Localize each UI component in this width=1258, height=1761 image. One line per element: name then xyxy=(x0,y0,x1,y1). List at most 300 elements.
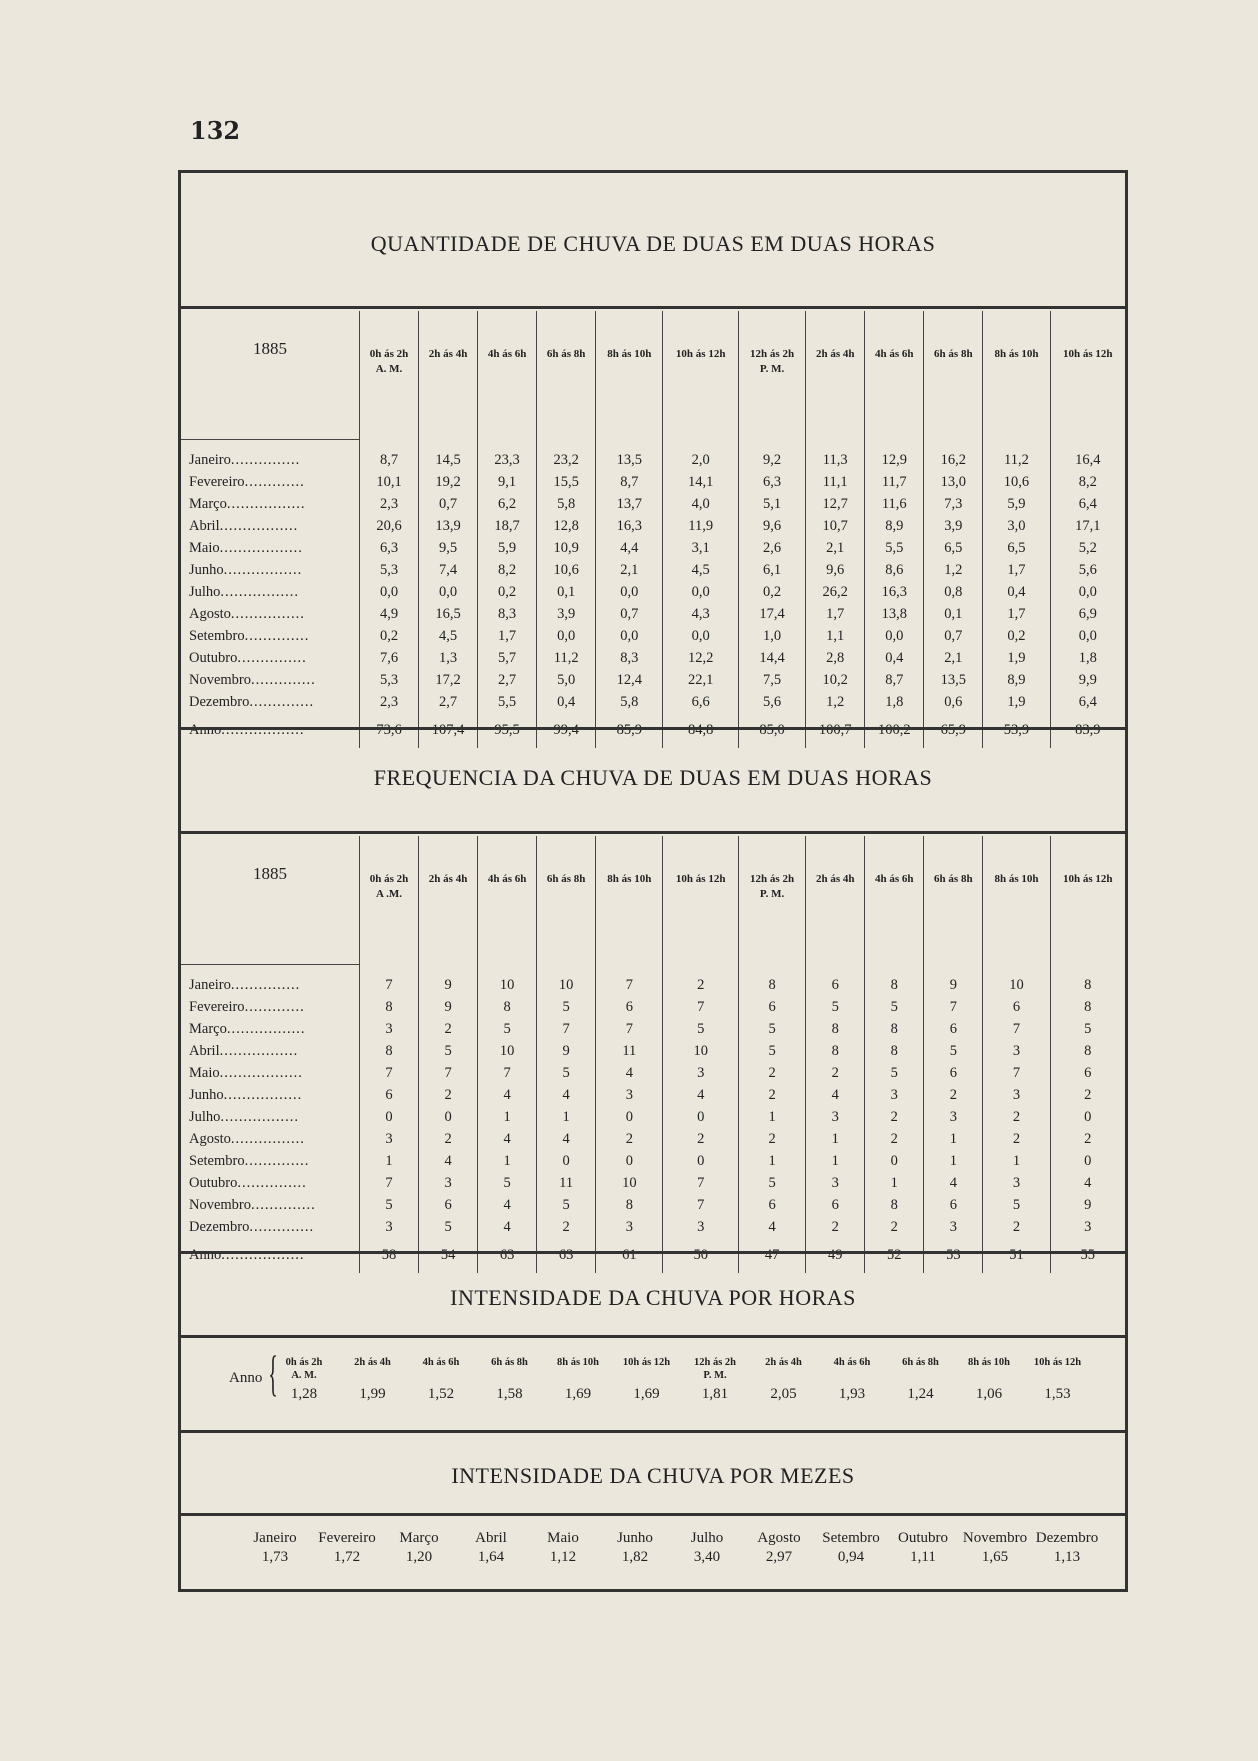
row-label-text: Abril xyxy=(189,1043,220,1059)
month-intensity-item xyxy=(883,1529,963,1567)
leader-dots: ................. xyxy=(226,1021,306,1037)
cell-value: 7,5 xyxy=(738,670,805,692)
month-intensity-item xyxy=(1027,1529,1107,1567)
cell-value: 6,4 xyxy=(1078,496,1097,512)
cell-value: 1,7 xyxy=(983,560,1050,582)
cell-value: 73,6 xyxy=(360,714,419,748)
month-intensity-item xyxy=(955,1529,1035,1567)
cell-value: 2 xyxy=(983,1129,1050,1151)
column-header xyxy=(596,311,663,439)
cell-value: 0,1 xyxy=(924,604,983,626)
cell-value: 0 xyxy=(596,1151,663,1173)
leader-dots: ................. xyxy=(220,584,300,600)
cell-value: 6,3 xyxy=(360,538,419,560)
hour-range: 2h ás 4h xyxy=(765,1357,802,1368)
hour-range: 10h ás 12h xyxy=(622,1357,671,1368)
cell-value: 4 xyxy=(478,1217,537,1239)
cell-value: 6 xyxy=(1084,1065,1092,1081)
table-row xyxy=(181,1151,1125,1173)
hour-intensity-item xyxy=(749,1356,819,1403)
cell-value: 2,6 xyxy=(738,538,805,560)
cell-value: 8 xyxy=(806,1019,865,1041)
cell-value: 53 xyxy=(924,1239,983,1273)
hour-intensity-item xyxy=(680,1356,750,1403)
table-row xyxy=(181,604,1125,626)
cell-value: 2,1 xyxy=(806,538,865,560)
cell-value: 6 xyxy=(806,1195,865,1217)
intensity-months-row xyxy=(181,1529,1125,1579)
cell-value: 3 xyxy=(924,1107,983,1129)
row-label xyxy=(181,1129,360,1151)
cell-value: 3,9 xyxy=(924,516,983,538)
cell-value: 0 xyxy=(360,1107,419,1129)
column-header xyxy=(924,836,983,964)
cell-value: 49 xyxy=(806,1239,865,1273)
cell-value: 17,4 xyxy=(738,604,805,626)
cell-value: 3 xyxy=(663,1063,738,1085)
row-label xyxy=(181,582,360,604)
cell-value: 9,1 xyxy=(478,472,537,494)
cell-value: 8 xyxy=(1084,1043,1092,1059)
hour-period: P. M. xyxy=(703,1370,727,1381)
column-header-period: P. M. xyxy=(759,888,785,900)
cell-value: 11 xyxy=(537,1173,596,1195)
cell-value: 8,2 xyxy=(1078,474,1097,490)
cell-value: 8 xyxy=(360,1041,419,1063)
row-label-text: Fevereiro xyxy=(189,474,245,490)
hour-intensity-item xyxy=(269,1356,339,1403)
month-intensity-item xyxy=(667,1529,747,1567)
cell-value: 8 xyxy=(738,964,805,997)
table-row xyxy=(181,626,1125,648)
leader-dots: .............. xyxy=(249,694,315,710)
column-header-hours: 4h ás 6h xyxy=(875,873,914,885)
cell-value: 11,2 xyxy=(537,648,596,670)
cell-value: 10 xyxy=(663,1041,738,1063)
cell-value: 9 xyxy=(419,997,478,1019)
cell-value: 3 xyxy=(419,1173,478,1195)
hour-range: 8h ás 10h xyxy=(556,1357,599,1368)
cell-value: 9 xyxy=(419,964,478,997)
month-name: Novembro xyxy=(962,1530,1028,1546)
table-row xyxy=(181,494,1125,516)
cell-value: 4,3 xyxy=(663,604,738,626)
leader-dots: .................. xyxy=(219,540,303,556)
hour-intensity-value: 1,06 xyxy=(975,1386,1003,1402)
cell-value: 3 xyxy=(806,1173,865,1195)
month-name: Dezembro xyxy=(1035,1530,1099,1546)
column-header-hours: 4h ás 6h xyxy=(487,873,527,885)
row-label-text: Agosto xyxy=(189,1131,231,1147)
table-row xyxy=(181,692,1125,714)
row-label-text: Anno xyxy=(189,722,222,738)
cell-value: 4 xyxy=(806,1085,865,1107)
column-header-hours: 2h ás 4h xyxy=(815,873,855,885)
row-label-text: Julho xyxy=(189,584,221,600)
row-label-text: Dezembro xyxy=(189,694,250,710)
cell-value: 50 xyxy=(663,1239,738,1273)
row-label xyxy=(181,1217,360,1239)
cell-value: 4 xyxy=(1084,1175,1092,1191)
cell-value: 1 xyxy=(924,1151,983,1173)
table-row xyxy=(181,439,1125,472)
intensity-months-title: INTENSIDADE DA CHUVA POR MEZES xyxy=(451,1463,855,1488)
row-label-text: Março xyxy=(189,1021,227,1037)
table-row xyxy=(181,1063,1125,1085)
hour-range: 8h ás 10h xyxy=(967,1357,1010,1368)
cell-value: 0,2 xyxy=(738,582,805,604)
column-header-hours: 2h ás 4h xyxy=(428,348,468,360)
row-label xyxy=(181,560,360,582)
leader-dots: ................. xyxy=(223,1087,303,1103)
cell-value: 17,2 xyxy=(419,670,478,692)
cell-value: 3 xyxy=(360,1129,419,1151)
table-row xyxy=(181,964,1125,997)
cell-value: 83,9 xyxy=(1075,722,1101,738)
cell-value: 100,2 xyxy=(865,714,924,748)
cell-value: 1,9 xyxy=(983,692,1050,714)
cell-value: 5,3 xyxy=(360,560,419,582)
cell-value: 3 xyxy=(924,1217,983,1239)
hour-intensity-item xyxy=(817,1356,887,1403)
leader-dots: ............... xyxy=(237,650,307,666)
row-label xyxy=(181,516,360,538)
cell-value: 58 xyxy=(360,1239,419,1273)
cell-value: 5 xyxy=(663,1019,738,1041)
cell-value: 2,3 xyxy=(360,692,419,714)
month-intensity-value: 1,72 xyxy=(333,1549,361,1565)
column-header xyxy=(924,311,983,439)
row-label-text: Junho xyxy=(189,562,224,578)
cell-value: 4 xyxy=(924,1173,983,1195)
leader-dots: ................. xyxy=(223,562,303,578)
hour-intensity-value: 1,24 xyxy=(907,1386,934,1402)
cell-value: 5,6 xyxy=(1078,562,1097,578)
cell-value: 7,4 xyxy=(419,560,478,582)
cell-value: 3 xyxy=(360,1217,419,1239)
column-header xyxy=(419,311,478,439)
cell-value: 7 xyxy=(663,997,738,1019)
cell-value: 3 xyxy=(596,1217,663,1239)
cell-value: 8,3 xyxy=(596,648,663,670)
column-header xyxy=(360,311,419,439)
cell-value: 6 xyxy=(738,997,805,1019)
column-header-hours: 12h ás 2h xyxy=(750,348,795,360)
month-name: Outubro xyxy=(898,1530,948,1546)
rain-frequency-table xyxy=(181,836,1125,1273)
cell-value: 19,2 xyxy=(419,472,478,494)
row-label-text: Anno xyxy=(189,1247,222,1263)
hour-intensity-item xyxy=(612,1356,682,1403)
cell-value: 3 xyxy=(596,1085,663,1107)
leader-dots: ............... xyxy=(237,1175,307,1191)
cell-value: 9,6 xyxy=(806,560,865,582)
cell-value: 9,6 xyxy=(738,516,805,538)
cell-value: 8 xyxy=(865,1041,924,1063)
table2-title: FREQUENCIA DA CHUVA DE DUAS EM DUAS HORAS xyxy=(373,765,933,790)
month-intensity-value: 2,97 xyxy=(765,1549,793,1565)
hour-intensity-value: 1,53 xyxy=(1044,1386,1071,1402)
cell-value: 1 xyxy=(537,1107,596,1129)
cell-value: 1,2 xyxy=(806,692,865,714)
leader-dots: ............... xyxy=(230,452,301,468)
cell-value: 18,7 xyxy=(478,516,537,538)
cell-value: 1 xyxy=(478,1151,537,1173)
table-row xyxy=(181,1217,1125,1239)
hour-intensity-value: 1,99 xyxy=(359,1386,386,1402)
cell-value: 100,7 xyxy=(806,714,865,748)
leader-dots: .............. xyxy=(249,1219,315,1235)
row-label-text: Dezembro xyxy=(189,1219,250,1235)
cell-value: 4 xyxy=(419,1151,478,1173)
cell-value: 7 xyxy=(596,964,663,997)
cell-value: 1,8 xyxy=(1078,650,1097,666)
cell-value: 4 xyxy=(478,1085,537,1107)
month-intensity-value: 1,65 xyxy=(981,1549,1009,1565)
cell-value: 7 xyxy=(596,1019,663,1041)
cell-value: 2 xyxy=(663,1129,738,1151)
column-header xyxy=(596,836,663,964)
month-name: Março xyxy=(399,1530,439,1546)
divider xyxy=(181,1430,1125,1433)
month-name: Julho xyxy=(690,1530,724,1546)
cell-value: 10 xyxy=(478,1041,537,1063)
cell-value: 2,8 xyxy=(806,648,865,670)
row-label-text: Fevereiro xyxy=(189,999,245,1015)
cell-value: 7 xyxy=(360,1173,419,1195)
column-header-hours: 4h ás 6h xyxy=(875,348,914,360)
cell-value: 14,1 xyxy=(663,472,738,494)
row-label xyxy=(181,604,360,626)
column-header xyxy=(663,311,738,439)
column-header xyxy=(478,311,537,439)
month-intensity-item xyxy=(451,1529,531,1567)
tables-frame xyxy=(178,170,1128,1592)
cell-value: 1 xyxy=(478,1107,537,1129)
column-header xyxy=(738,836,805,964)
month-intensity-value: 1,20 xyxy=(405,1549,433,1565)
cell-value: 4 xyxy=(537,1129,596,1151)
cell-value: 5 xyxy=(806,997,865,1019)
cell-value: 5 xyxy=(478,1019,537,1041)
cell-value: 5,5 xyxy=(478,692,537,714)
table-row xyxy=(181,1085,1125,1107)
cell-value: 2,7 xyxy=(478,670,537,692)
cell-value: 1,7 xyxy=(983,604,1050,626)
month-name: Abril xyxy=(475,1530,507,1546)
cell-value: 4 xyxy=(738,1217,805,1239)
cell-value: 8,9 xyxy=(865,516,924,538)
cell-value: 2 xyxy=(924,1085,983,1107)
cell-value: 5,8 xyxy=(596,692,663,714)
column-header xyxy=(806,836,865,964)
hour-intensity-value: 1,52 xyxy=(427,1386,455,1402)
month-intensity-value: 1,13 xyxy=(1053,1549,1081,1565)
cell-value: 13,0 xyxy=(924,472,983,494)
month-intensity-item xyxy=(811,1529,891,1567)
cell-value: 0 xyxy=(663,1151,738,1173)
cell-value: 8 xyxy=(806,1041,865,1063)
cell-value: 0,4 xyxy=(983,582,1050,604)
cell-value: 2 xyxy=(537,1217,596,1239)
cell-value: 0,0 xyxy=(663,582,738,604)
cell-value: 6 xyxy=(924,1195,983,1217)
cell-value: 2 xyxy=(738,1129,805,1151)
column-header-hours: 12h ás 2h xyxy=(750,873,795,885)
table-row xyxy=(181,1173,1125,1195)
cell-value: 0 xyxy=(663,1107,738,1129)
cell-value: 6 xyxy=(983,997,1050,1019)
month-intensity-item xyxy=(379,1529,459,1567)
cell-value: 8 xyxy=(596,1195,663,1217)
column-header-hours: 8h ás 10h xyxy=(994,348,1039,360)
row-label xyxy=(181,648,360,670)
column-header-hours: 8h ás 10h xyxy=(607,348,652,360)
cell-value: 9,5 xyxy=(419,538,478,560)
year-header: 1885 xyxy=(181,836,360,964)
cell-value: 5,7 xyxy=(478,648,537,670)
month-name: Fevereiro xyxy=(318,1530,376,1546)
row-label xyxy=(181,692,360,714)
cell-value: 54 xyxy=(419,1239,478,1273)
cell-value: 0,0 xyxy=(1078,584,1097,600)
hour-intensity-item xyxy=(954,1356,1024,1403)
cell-value: 7 xyxy=(360,964,419,997)
leader-dots: .............. xyxy=(244,1153,310,1169)
cell-value: 3 xyxy=(983,1085,1050,1107)
row-label-text: Novembro xyxy=(189,1197,252,1213)
column-header-hours: 6h ás 8h xyxy=(546,348,586,360)
intensity-hours-label: Anno xyxy=(229,1370,263,1386)
cell-value: 6 xyxy=(596,997,663,1019)
cell-value: 13,7 xyxy=(596,494,663,516)
hour-intensity-value: 1,81 xyxy=(701,1386,729,1402)
cell-value: 1,1 xyxy=(806,626,865,648)
hour-intensity-item xyxy=(475,1356,545,1403)
cell-value: 6,1 xyxy=(738,560,805,582)
cell-value: 2 xyxy=(1084,1087,1092,1103)
row-label-text: Agosto xyxy=(189,606,231,622)
leader-dots: .................. xyxy=(221,1247,305,1263)
column-header xyxy=(663,836,738,964)
row-label-text: Outubro xyxy=(189,1175,238,1191)
cell-value: 2 xyxy=(865,1129,924,1151)
hour-range: 4h ás 6h xyxy=(833,1357,871,1368)
row-label xyxy=(181,1063,360,1085)
row-label-text: Setembro xyxy=(189,1153,245,1169)
table1-title: QUANTIDADE DE CHUVA DE DUAS EM DUAS HORAS xyxy=(370,231,936,256)
row-label-text: Abril xyxy=(189,518,220,534)
column-header xyxy=(537,836,596,964)
cell-value: 0 xyxy=(1084,1109,1092,1125)
row-label-text: Junho xyxy=(189,1087,224,1103)
cell-value: 15,5 xyxy=(537,472,596,494)
leader-dots: .................. xyxy=(221,722,305,738)
hour-intensity-value: 1,69 xyxy=(564,1386,592,1402)
month-intensity-value: 0,94 xyxy=(837,1549,865,1565)
column-header-hours: 2h ás 4h xyxy=(428,873,468,885)
cell-value: 1,8 xyxy=(865,692,924,714)
cell-value: 6 xyxy=(924,1019,983,1041)
divider xyxy=(181,727,1125,730)
month-intensity-item xyxy=(307,1529,387,1567)
cell-value: 16,3 xyxy=(865,582,924,604)
cell-value: 8,2 xyxy=(478,560,537,582)
row-label-text: Janeiro xyxy=(189,977,231,993)
hour-intensity-item xyxy=(886,1356,956,1403)
column-header xyxy=(360,836,419,964)
cell-value: 63 xyxy=(537,1239,596,1273)
leader-dots: ............. xyxy=(244,474,305,490)
hour-intensity-item xyxy=(338,1356,408,1403)
row-label-text: Janeiro xyxy=(189,452,231,468)
hour-intensity-value: 1,93 xyxy=(838,1386,866,1402)
cell-value: 14,5 xyxy=(419,439,478,472)
cell-value: 13,5 xyxy=(924,670,983,692)
month-name: Janeiro xyxy=(253,1530,297,1546)
cell-value: 8,7 xyxy=(360,439,419,472)
cell-value: 1,7 xyxy=(478,626,537,648)
cell-value: 4 xyxy=(596,1063,663,1085)
hour-intensity-value: 1,28 xyxy=(290,1386,318,1402)
cell-value: 0,6 xyxy=(924,692,983,714)
month-intensity-value: 1,12 xyxy=(549,1549,577,1565)
hour-intensity-item xyxy=(406,1356,476,1403)
cell-value: 5 xyxy=(478,1173,537,1195)
cell-value: 6,3 xyxy=(738,472,805,494)
month-intensity-value: 1,11 xyxy=(910,1549,936,1565)
cell-value: 55 xyxy=(1080,1247,1096,1263)
cell-value: 6 xyxy=(924,1063,983,1085)
cell-value: 12,8 xyxy=(537,516,596,538)
hour-intensity-item xyxy=(543,1356,613,1403)
cell-value: 1 xyxy=(865,1173,924,1195)
cell-value: 3 xyxy=(806,1107,865,1129)
cell-value: 5 xyxy=(738,1041,805,1063)
column-header-hours: 10h ás 12h xyxy=(675,873,726,885)
table-row xyxy=(181,997,1125,1019)
cell-value: 4 xyxy=(537,1085,596,1107)
month-name: Junho xyxy=(617,1530,653,1546)
cell-value: 0,1 xyxy=(537,582,596,604)
hour-period: A. M. xyxy=(291,1370,317,1381)
row-label-text: Outubro xyxy=(189,650,238,666)
cell-value: 6,4 xyxy=(1078,694,1097,710)
leader-dots: ................. xyxy=(226,496,306,512)
cell-value: 8 xyxy=(865,1019,924,1041)
row-label xyxy=(181,538,360,560)
cell-value: 7,6 xyxy=(360,648,419,670)
divider xyxy=(181,1513,1125,1516)
table-row xyxy=(181,1195,1125,1217)
cell-value: 3 xyxy=(983,1173,1050,1195)
cell-value: 7 xyxy=(983,1063,1050,1085)
cell-value: 6,5 xyxy=(924,538,983,560)
column-header xyxy=(806,311,865,439)
cell-value: 9 xyxy=(1084,1197,1092,1213)
cell-value: 5,2 xyxy=(1078,540,1097,556)
cell-value: 8 xyxy=(1084,999,1092,1015)
cell-value: 1 xyxy=(738,1107,805,1129)
cell-value: 1 xyxy=(806,1151,865,1173)
cell-value: 3 xyxy=(1084,1219,1092,1235)
column-header xyxy=(738,311,805,439)
cell-value: 5 xyxy=(738,1173,805,1195)
row-label xyxy=(181,494,360,516)
cell-value: 11,6 xyxy=(865,494,924,516)
cell-value: 5,8 xyxy=(537,494,596,516)
cell-value: 0,0 xyxy=(419,582,478,604)
